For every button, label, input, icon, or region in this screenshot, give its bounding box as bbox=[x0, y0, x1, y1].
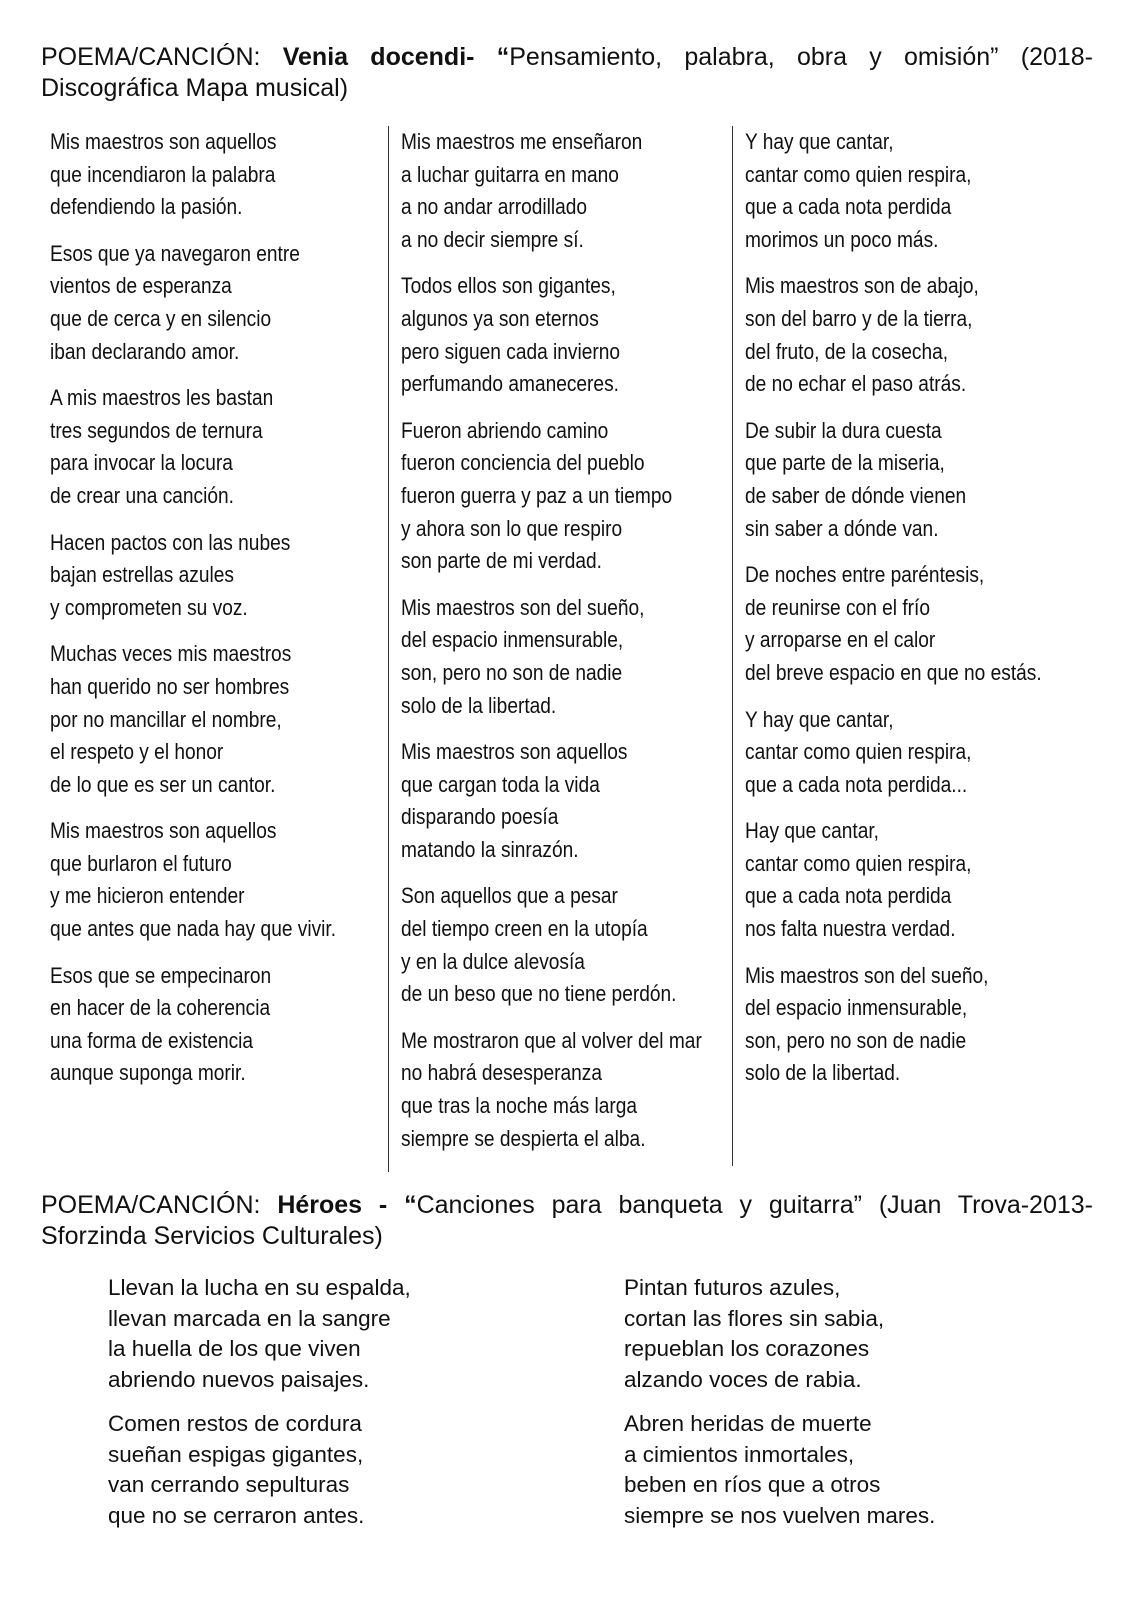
stanza bbox=[50, 527, 336, 625]
lyric-line: que cargan toda la vida bbox=[401, 771, 600, 797]
lyric-line: de crear una canción. bbox=[50, 482, 234, 508]
stanza bbox=[108, 1409, 411, 1531]
stanza bbox=[108, 1273, 411, 1395]
stanza bbox=[401, 736, 702, 866]
lyric-line: defendiendo la pasión. bbox=[50, 194, 243, 220]
stanza bbox=[624, 1273, 935, 1395]
lyric-line: van cerrando sepulturas bbox=[108, 1472, 350, 1497]
song-1-lyrics bbox=[50, 126, 1110, 1172]
lyric-line: algunos ya son eternos bbox=[401, 305, 599, 331]
song-2-column-1 bbox=[108, 1273, 411, 1545]
lyric-line: el respeto y el honor bbox=[50, 739, 224, 765]
lyric-line: de lo que es ser un cantor. bbox=[50, 771, 276, 797]
lyric-line: Muchas veces mis maestros bbox=[50, 641, 292, 667]
lyric-line: De subir la dura cuesta bbox=[745, 417, 942, 443]
lyric-line: disparando poesía bbox=[401, 804, 559, 830]
stanza bbox=[745, 415, 1042, 545]
lyric-line: y arroparse en el calor bbox=[745, 627, 936, 653]
song-2-label: POEMA/CANCIÓN: bbox=[41, 1191, 278, 1219]
lyric-line: A mis maestros les bastan bbox=[50, 385, 274, 411]
lyric-line: cantar como quien respira, bbox=[745, 161, 972, 187]
lyric-line: siempre se despierta el alba. bbox=[401, 1125, 646, 1151]
lyric-line: Mis maestros son aquellos bbox=[401, 739, 628, 765]
lyric-line: Me mostraron que al volver del mar bbox=[401, 1027, 702, 1053]
lyric-line: que a cada nota perdida... bbox=[745, 771, 968, 797]
stanza bbox=[745, 960, 1042, 1090]
stanza bbox=[50, 126, 336, 224]
lyric-line: Esos que se empecinaron bbox=[50, 962, 272, 988]
lyric-line: fueron guerra y paz a un tiempo bbox=[401, 482, 673, 508]
lyric-line: que tras la noche más larga bbox=[401, 1093, 638, 1119]
song-2-column-2 bbox=[624, 1273, 935, 1545]
lyric-line: Mis maestros me enseñaron bbox=[401, 129, 643, 154]
lyric-line: han querido no ser hombres bbox=[50, 673, 290, 699]
stanza bbox=[401, 270, 702, 400]
lyric-line: que a cada nota perdida bbox=[745, 194, 952, 220]
lyric-line: cantar como quien respira, bbox=[745, 739, 972, 765]
stanza bbox=[401, 880, 702, 1010]
stanza bbox=[745, 126, 1042, 256]
lyric-line: cortan las flores sin sabia, bbox=[624, 1305, 885, 1331]
stanza bbox=[50, 382, 336, 512]
lyric-line: a cimientos inmortales, bbox=[624, 1441, 855, 1467]
lyric-line: a no andar arrodillado bbox=[401, 194, 588, 220]
song-1-column-3 bbox=[745, 126, 1042, 1104]
lyric-line: nos falta nuestra verdad. bbox=[745, 916, 956, 942]
lyric-line: de no echar el paso atrás. bbox=[745, 371, 967, 397]
lyric-line: abriendo nuevos paisajes. bbox=[108, 1366, 370, 1392]
stanza bbox=[745, 559, 1042, 689]
lyric-line: la huella de los que viven bbox=[108, 1336, 361, 1361]
column-divider bbox=[388, 126, 389, 1172]
song-1-column-2 bbox=[401, 126, 702, 1169]
lyric-line: por no mancillar el nombre, bbox=[50, 706, 282, 732]
lyric-line: que antes que nada hay que vivir. bbox=[50, 916, 337, 942]
column-divider bbox=[732, 126, 733, 1166]
lyric-line: llevan marcada en la sangre bbox=[108, 1305, 391, 1331]
lyric-line: matando la sinrazón. bbox=[401, 836, 579, 862]
lyric-line: Esos que ya navegaron entre bbox=[50, 240, 300, 266]
lyric-line: y me hicieron entender bbox=[50, 883, 245, 909]
lyric-line: siempre se nos vuelven mares. bbox=[624, 1502, 936, 1528]
lyric-line: son, pero no son de nadie bbox=[745, 1027, 967, 1053]
stanza bbox=[50, 960, 336, 1090]
lyric-line: Fueron abriendo camino bbox=[401, 417, 609, 443]
lyric-line: del espacio inmensurable, bbox=[401, 627, 624, 653]
lyric-line: Mis maestros son de abajo, bbox=[745, 273, 979, 299]
lyric-line: fueron conciencia del pueblo bbox=[401, 450, 645, 476]
song-1-album-info: Pensamiento, palabra, obra y omisión” (2018-Discográfica Mapa musical) bbox=[41, 43, 1094, 102]
lyric-line: sueñan espigas gigantes, bbox=[108, 1441, 364, 1467]
song-2-album-info: Canciones para banqueta y guitarra” (Juan Trova-2013- Sforzinda Servicios Culturales) bbox=[41, 1191, 1093, 1250]
lyric-line: Y hay que cantar, bbox=[745, 706, 894, 732]
stanza bbox=[50, 638, 336, 801]
stanza bbox=[50, 238, 336, 368]
lyric-line: del tiempo creen en la utopía bbox=[401, 916, 648, 942]
lyric-line: Todos ellos son gigantes, bbox=[401, 273, 616, 299]
lyric-line: Comen restos de cordura bbox=[108, 1411, 362, 1436]
lyric-line: que incendiaron la palabra bbox=[50, 161, 276, 187]
lyric-line: aunque suponga morir. bbox=[50, 1060, 246, 1086]
lyric-line: de saber de dónde vienen bbox=[745, 482, 967, 508]
lyric-line: son, pero no son de nadie bbox=[401, 659, 623, 685]
lyric-line: Y hay que cantar, bbox=[745, 129, 894, 154]
lyric-line: solo de la libertad. bbox=[745, 1060, 901, 1086]
lyric-line: Hay que cantar, bbox=[745, 818, 879, 844]
song-2-heading bbox=[41, 1190, 1093, 1252]
lyric-line: y en la dulce alevosía bbox=[401, 948, 585, 974]
lyric-line: una forma de existencia bbox=[50, 1027, 254, 1053]
lyric-line: de un beso que no tiene perdón. bbox=[401, 981, 677, 1007]
stanza bbox=[401, 415, 702, 578]
lyric-line: y ahora son lo que respiro bbox=[401, 515, 623, 541]
song-1-label: POEMA/CANCIÓN: bbox=[41, 43, 283, 71]
lyric-line: para invocar la locura bbox=[50, 450, 233, 476]
song-1-title: Venia docendi- bbox=[282, 43, 475, 71]
lyric-line: Mis maestros son del sueño, bbox=[401, 594, 645, 620]
lyric-line: pero siguen cada invierno bbox=[401, 338, 621, 364]
lyric-line: Pintan futuros azules, bbox=[624, 1275, 841, 1300]
lyric-line: de reunirse con el frío bbox=[745, 594, 930, 620]
lyric-line: Son aquellos que a pesar bbox=[401, 883, 618, 909]
lyric-line: Hacen pactos con las nubes bbox=[50, 529, 291, 555]
lyric-line: perfumando amaneceres. bbox=[401, 371, 619, 397]
lyric-line: Llevan la lucha en su espalda, bbox=[108, 1275, 411, 1300]
lyric-line: alzando voces de rabia. bbox=[624, 1366, 862, 1392]
lyric-line: del fruto, de la cosecha, bbox=[745, 338, 949, 364]
stanza bbox=[50, 815, 336, 945]
song-2-title: Héroes bbox=[277, 1191, 363, 1219]
lyric-line: del espacio inmensurable, bbox=[745, 995, 968, 1021]
lyric-line: cantar como quien respira, bbox=[745, 850, 972, 876]
lyric-line: que a cada nota perdida bbox=[745, 883, 952, 909]
song-1-heading bbox=[41, 42, 1093, 104]
lyric-line: Mis maestros son aquellos bbox=[50, 818, 277, 844]
lyric-line: Mis maestros son aquellos bbox=[50, 129, 277, 154]
lyric-line: y comprometen su voz. bbox=[50, 594, 248, 620]
lyric-line: del breve espacio en que no estás. bbox=[745, 659, 1042, 685]
lyric-line: a luchar guitarra en mano bbox=[401, 161, 619, 187]
lyric-line: no habrá desesperanza bbox=[401, 1060, 602, 1086]
stanza bbox=[745, 815, 1042, 945]
lyric-line: sin saber a dónde van. bbox=[745, 515, 939, 541]
lyric-line: a no decir siempre sí. bbox=[401, 226, 584, 252]
lyric-line: iban declarando amor. bbox=[50, 338, 240, 364]
lyric-line: que no se cerraron antes. bbox=[108, 1502, 365, 1528]
lyric-line: son parte de mi verdad. bbox=[401, 548, 602, 574]
lyric-line: bajan estrellas azules bbox=[50, 562, 234, 588]
lyric-line: morimos un poco más. bbox=[745, 226, 939, 252]
song-2-open-quote: - “ bbox=[362, 1191, 417, 1219]
lyric-line: beben en ríos que a otros bbox=[624, 1472, 881, 1497]
lyric-line: que de cerca y en silencio bbox=[50, 305, 272, 331]
lyric-line: vientos de esperanza bbox=[50, 273, 232, 299]
lyric-line: solo de la libertad. bbox=[401, 692, 557, 718]
stanza bbox=[401, 592, 702, 722]
song-1-column-1 bbox=[50, 126, 336, 1104]
stanza bbox=[401, 1025, 702, 1155]
song-1-open-quote: “ bbox=[474, 43, 510, 71]
lyric-line: en hacer de la coherencia bbox=[50, 995, 271, 1021]
lyric-line: son del barro y de la tierra, bbox=[745, 305, 973, 331]
lyric-line: que parte de la miseria, bbox=[745, 450, 945, 476]
stanza bbox=[401, 126, 702, 256]
lyric-line: Mis maestros son del sueño, bbox=[745, 962, 989, 988]
lyric-line: repueblan los corazones bbox=[624, 1336, 870, 1361]
lyric-line: que burlaron el futuro bbox=[50, 850, 232, 876]
stanza bbox=[745, 270, 1042, 400]
stanza bbox=[624, 1409, 935, 1531]
stanza bbox=[745, 704, 1042, 802]
lyric-line: Abren heridas de muerte bbox=[624, 1411, 872, 1436]
lyric-line: tres segundos de ternura bbox=[50, 417, 263, 443]
lyric-line: De noches entre paréntesis, bbox=[745, 562, 985, 588]
